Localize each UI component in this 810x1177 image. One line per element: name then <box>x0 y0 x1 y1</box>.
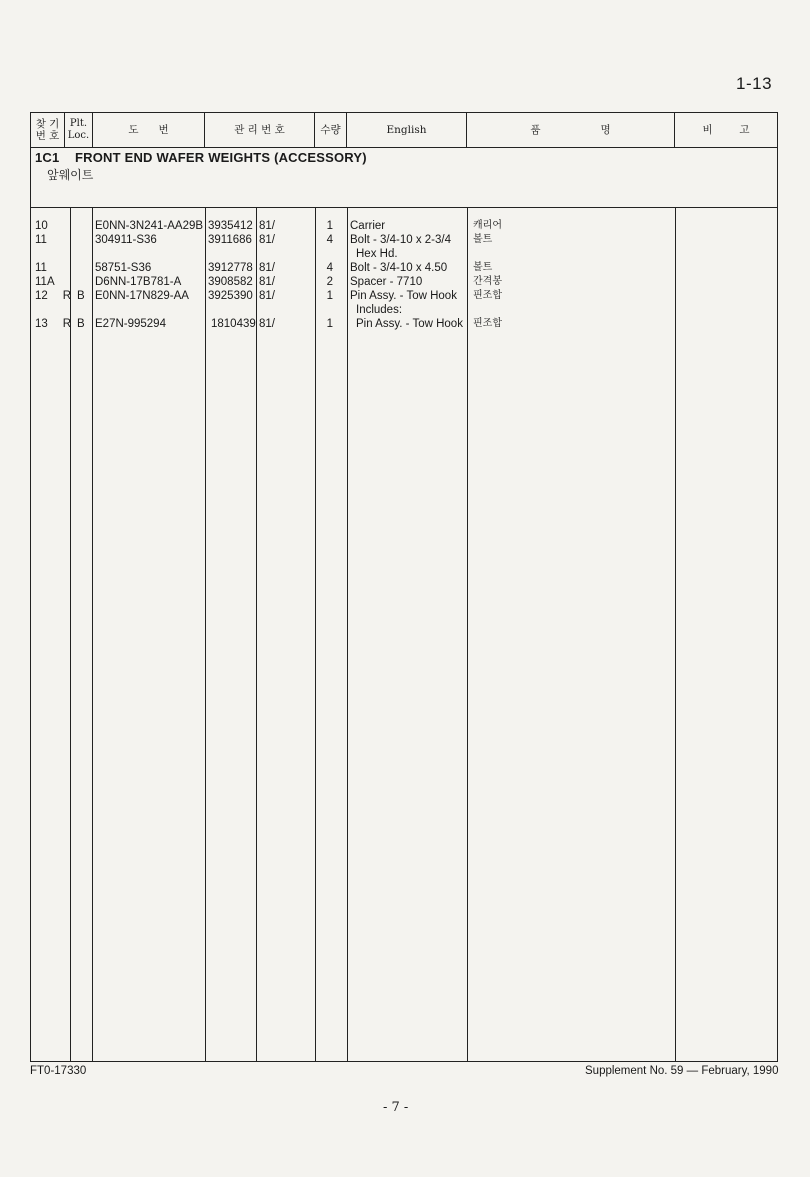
supplement-date: Supplement No. 59 — February, 1990 <box>585 1065 779 1077</box>
quantity: 1 <box>326 318 333 330</box>
column-divider <box>92 207 93 1061</box>
find-no: 13 <box>35 318 48 330</box>
english-description: Spacer - 7710 <box>350 276 423 288</box>
table-row <box>31 289 777 317</box>
group-code: 81/ <box>259 234 275 246</box>
location: B <box>77 290 85 302</box>
header-part-no: 도 번 <box>93 113 205 147</box>
table-row <box>31 275 777 289</box>
table-row <box>31 317 777 331</box>
english-description: Bolt - 3/4-10 x 4.50 <box>350 262 448 274</box>
header-qty: 수량 <box>315 113 347 147</box>
group-code: 81/ <box>259 318 275 330</box>
header-mgmt-no: 관 리 번 호 <box>205 113 315 147</box>
quantity: 4 <box>326 262 333 274</box>
english-description-continued: Includes: <box>356 304 403 316</box>
find-no: 11A <box>35 276 55 288</box>
management-number: 3935412 <box>208 220 253 232</box>
quantity: 2 <box>326 276 333 288</box>
header-english: English <box>347 113 467 147</box>
management-number: 3911686 <box>208 234 252 246</box>
quantity: 4 <box>326 234 333 246</box>
english-description: Pin Assy. - Tow Hook <box>356 318 463 330</box>
group-code: 81/ <box>259 262 275 274</box>
section-divider <box>31 207 777 208</box>
find-no: 11 <box>35 262 47 274</box>
part-number: 58751-S36 <box>95 262 152 274</box>
group-code: 81/ <box>259 290 275 302</box>
korean-description: 간격봉 <box>473 276 502 287</box>
header-korean: 품 명 <box>467 113 675 147</box>
section-code: 1C1 <box>35 150 60 165</box>
english-description: Bolt - 3/4-10 x 2-3/4 <box>350 234 451 246</box>
plant: R <box>62 290 71 302</box>
table-row <box>31 261 777 275</box>
parts-table <box>30 112 778 1062</box>
column-divider <box>467 207 468 1061</box>
management-number: 3908582 <box>208 276 253 288</box>
table-row <box>31 219 777 233</box>
find-no: 12 <box>35 290 48 302</box>
column-divider <box>675 207 676 1061</box>
column-divider <box>70 207 71 1061</box>
part-number: E0NN-3N241-AA29B <box>95 220 204 232</box>
part-number: 304911-S36 <box>95 234 157 246</box>
header-find-no: 찾 기 번 호 <box>31 113 65 147</box>
management-number: 1810439 <box>211 318 256 330</box>
header-divider <box>31 147 777 148</box>
english-description: Pin Assy. - Tow Hook <box>350 290 457 302</box>
management-number: 3925390 <box>208 290 253 302</box>
korean-description: 핀조합 <box>473 290 502 301</box>
section-korean-title: 앞웨이트 <box>47 168 94 182</box>
english-description-continued: Hex Hd. <box>356 248 398 260</box>
header-remarks: 비 고 <box>702 124 750 136</box>
korean-description: 핀조합 <box>473 318 502 329</box>
find-no: 11 <box>35 234 47 246</box>
section-heading <box>35 150 367 165</box>
english-description: Carrier <box>350 220 386 232</box>
column-divider <box>315 207 316 1061</box>
document-code: FT0-17330 <box>30 1065 87 1077</box>
page-number: 1-13 <box>736 74 773 93</box>
korean-description: 캐리어 <box>473 220 502 231</box>
section-title: FRONT END WAFER WEIGHTS (ACCESSORY) <box>75 150 367 165</box>
header-plt-loc: Plt. Loc. <box>65 113 93 147</box>
quantity: 1 <box>326 220 333 232</box>
group-code: 81/ <box>259 220 275 232</box>
column-divider <box>347 207 348 1061</box>
footer-page-number: - 7 - <box>383 1100 409 1115</box>
parts-list <box>31 219 777 331</box>
column-divider <box>205 207 206 1061</box>
find-no: 10 <box>35 220 48 232</box>
plant: R <box>62 318 71 330</box>
korean-description: 볼트 <box>473 262 493 273</box>
part-number: E27N-995294 <box>95 318 166 330</box>
column-divider <box>256 207 257 1061</box>
group-code: 81/ <box>259 276 275 288</box>
part-number: D6NN-17B781-A <box>95 276 182 288</box>
part-number: E0NN-17N829-AA <box>95 290 189 302</box>
korean-description: 볼트 <box>473 234 493 245</box>
quantity: 1 <box>326 290 333 302</box>
management-number: 3912778 <box>208 262 253 274</box>
location: B <box>77 318 85 330</box>
table-row <box>31 233 777 261</box>
